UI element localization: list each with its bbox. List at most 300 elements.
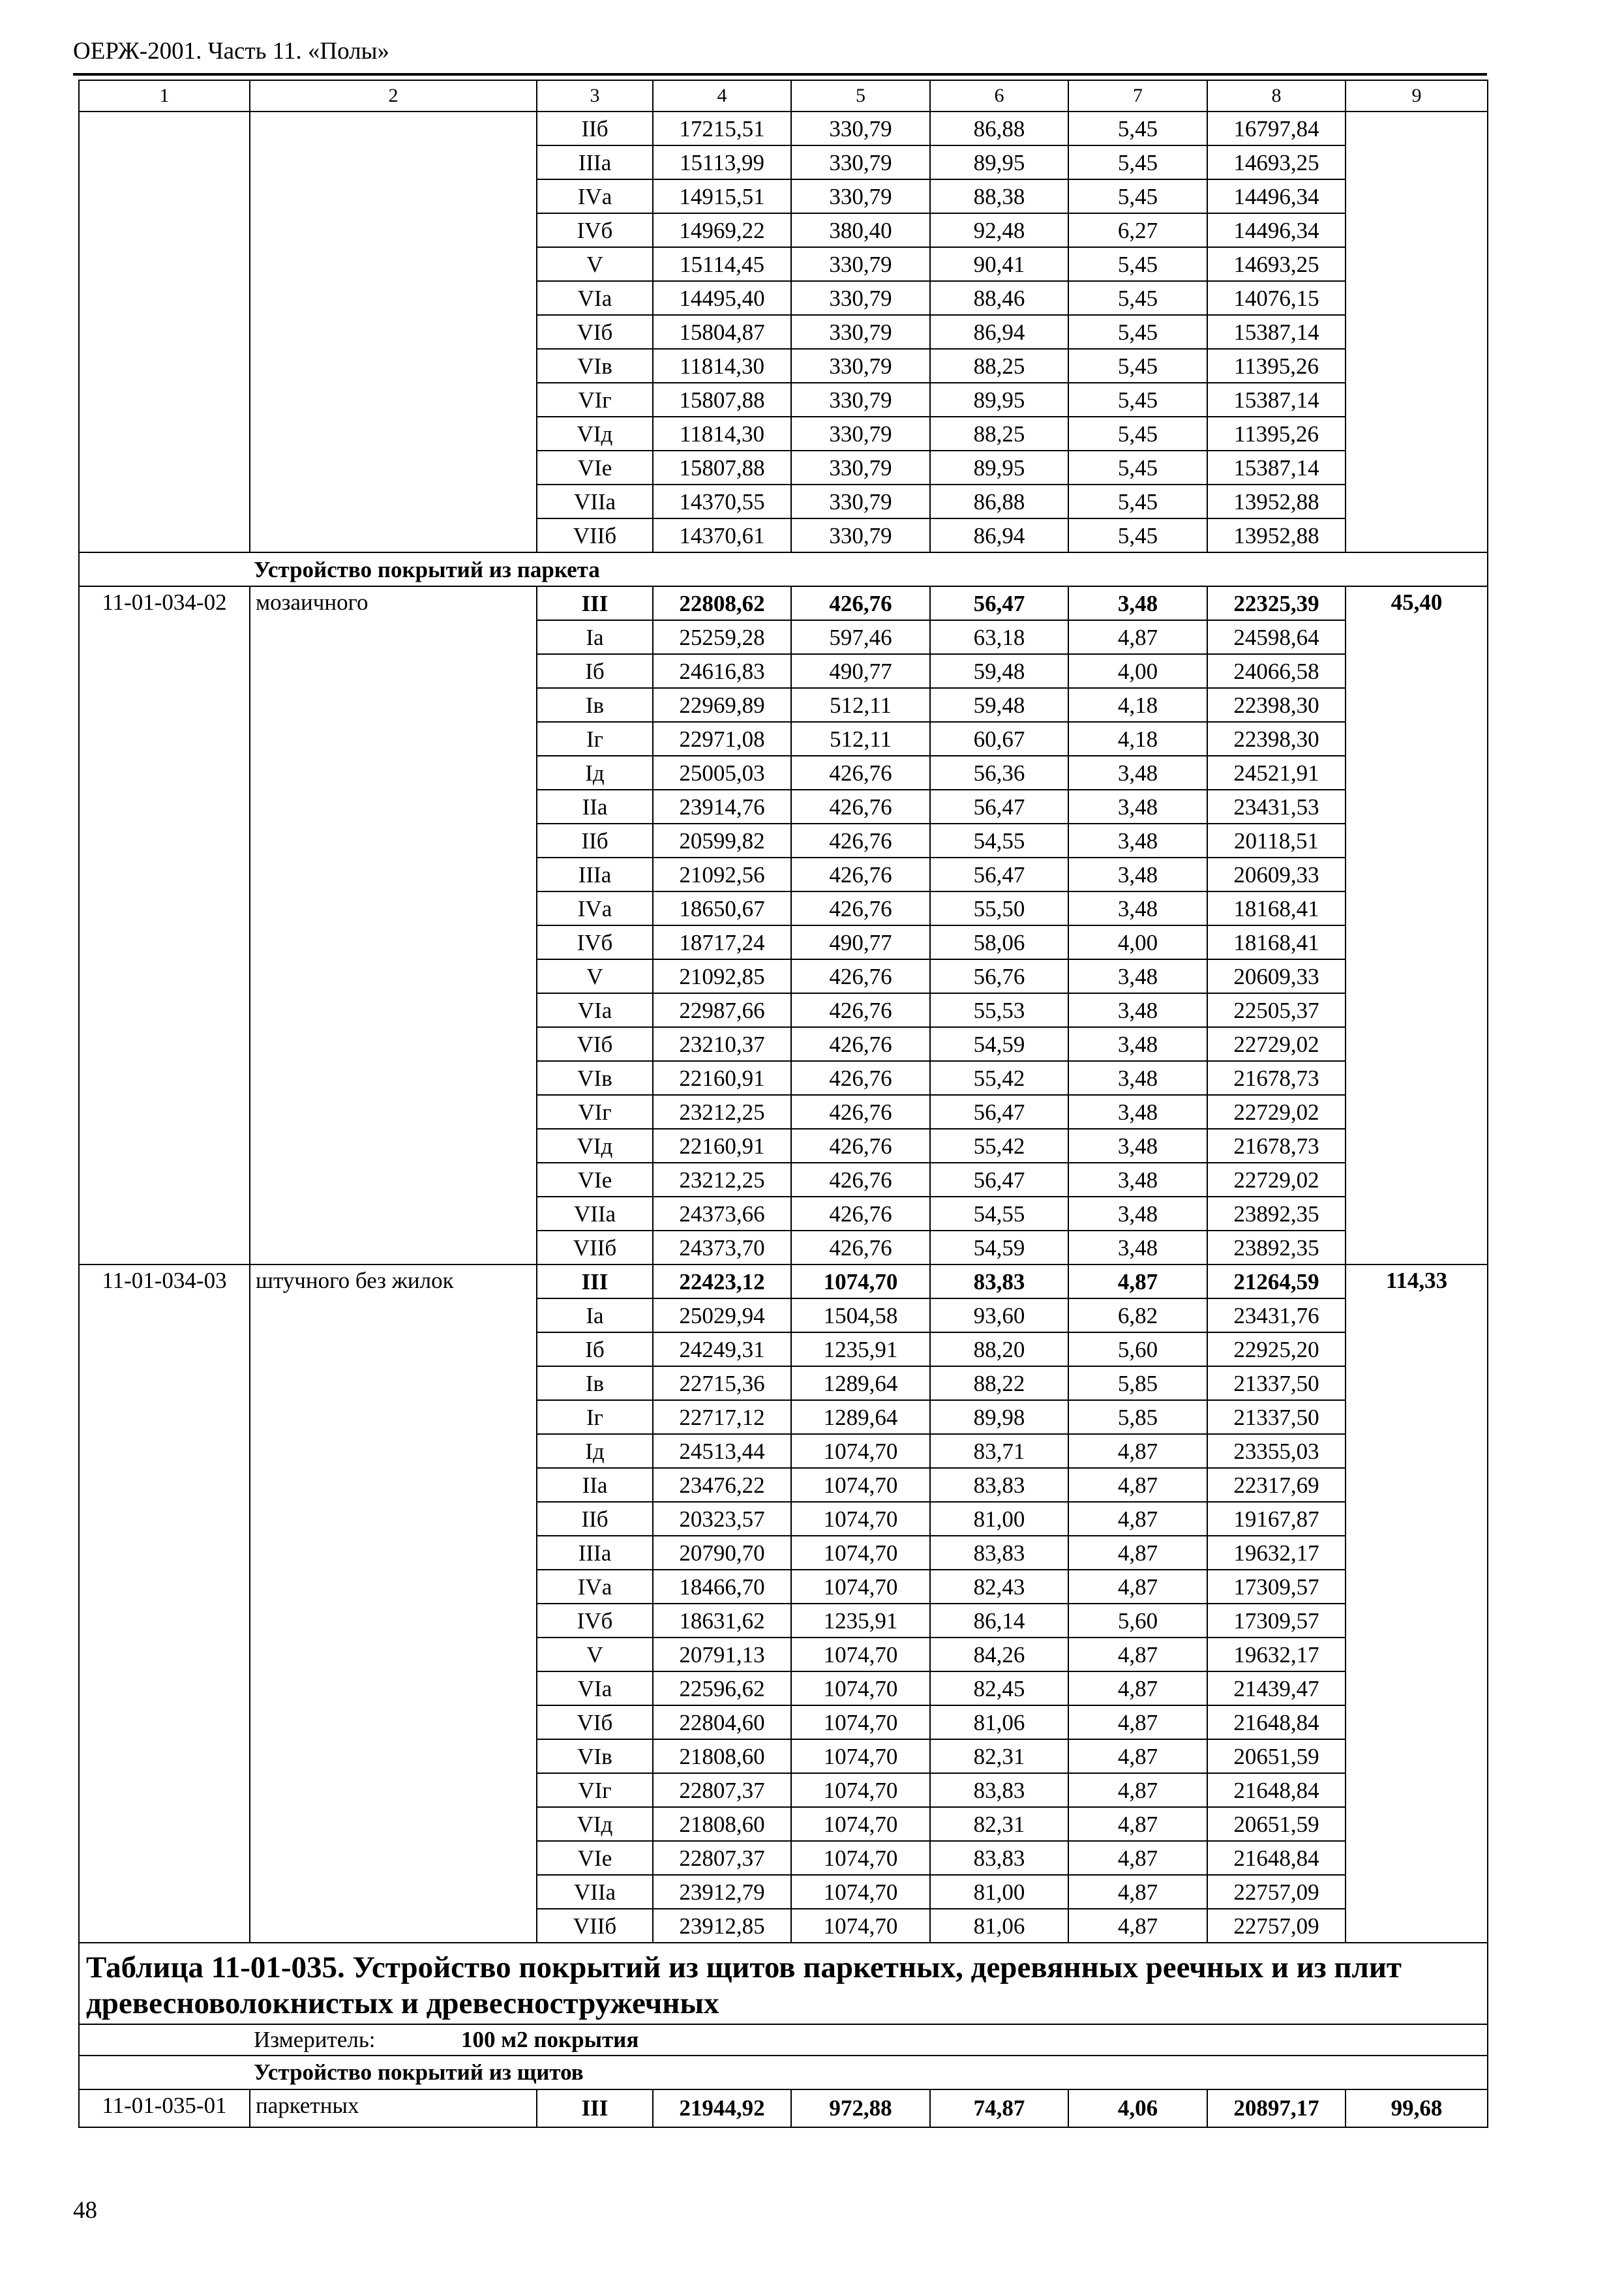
table-cell: 426,76 (791, 993, 930, 1027)
item-code: 11-01-034-02 (79, 586, 250, 1264)
table-cell: 82,43 (930, 1570, 1068, 1604)
table-cell: 426,76 (791, 1061, 930, 1095)
table-cell: 15387,14 (1207, 383, 1346, 417)
table-cell: IIб (537, 112, 653, 145)
table-cell: 88,22 (930, 1366, 1068, 1400)
table-cell: 23892,35 (1207, 1231, 1346, 1264)
table-cell: 1074,70 (791, 1841, 930, 1875)
table-cell: 14693,25 (1207, 247, 1346, 281)
table-cell: VIа (537, 281, 653, 315)
table-cell: 1074,70 (791, 1536, 930, 1570)
table-cell: 23431,76 (1207, 1298, 1346, 1332)
table-cell: Iб (537, 654, 653, 688)
table-cell: 17215,51 (653, 112, 791, 145)
table-cell: VIIа (537, 1197, 653, 1231)
table-cell: 56,36 (930, 756, 1068, 790)
table-cell: 22807,37 (653, 1841, 791, 1875)
table-cell: IVб (537, 213, 653, 247)
table-cell: 22596,62 (653, 1671, 791, 1705)
table-cell: 21439,47 (1207, 1671, 1346, 1705)
table-cell: 20323,57 (653, 1502, 791, 1536)
table-cell: VIе (537, 451, 653, 485)
table-cell: III (537, 1264, 653, 1298)
table-row (79, 112, 1488, 145)
table-cell: 1074,70 (791, 1570, 930, 1604)
table-cell: 23912,79 (653, 1875, 791, 1909)
table-cell: 5,60 (1068, 1604, 1207, 1638)
table-cell: 82,45 (930, 1671, 1068, 1705)
table-cell: 426,76 (791, 959, 930, 993)
table-cell: 88,25 (930, 417, 1068, 451)
table-cell: 55,42 (930, 1061, 1068, 1095)
table-title: Таблица 11-01-035. Устройство покрытий из щитов паркетных, деревянных реечных и из плит древесноволокнистых и древесностружечных (79, 1943, 1488, 2024)
table-cell: 20609,33 (1207, 858, 1346, 891)
table-cell: VIд (537, 1807, 653, 1841)
table-cell: VIIб (537, 1909, 653, 1943)
table-cell: 1074,70 (791, 1502, 930, 1536)
table-cell: 4,87 (1068, 1909, 1207, 1943)
table-cell: 23212,25 (653, 1095, 791, 1129)
table-cell: 15114,45 (653, 247, 791, 281)
table-cell: 3,48 (1068, 993, 1207, 1027)
table-cell: VIг (537, 383, 653, 417)
table-cell: 21808,60 (653, 1739, 791, 1773)
table-cell: VIа (537, 1671, 653, 1705)
table-cell: 5,45 (1068, 485, 1207, 518)
table-cell: 21264,59 (1207, 1264, 1346, 1298)
table-cell: 426,76 (791, 1163, 930, 1197)
table-cell: 4,87 (1068, 1841, 1207, 1875)
table-cell: 86,88 (930, 112, 1068, 145)
section-heading: Устройство покрытий из паркета (79, 552, 1488, 586)
table-cell: Iа (537, 1298, 653, 1332)
table-cell: 81,06 (930, 1705, 1068, 1739)
table-cell: 1074,70 (791, 1671, 930, 1705)
section-heading: Устройство покрытий из щитов (79, 2056, 1488, 2089)
table-cell: VIг (537, 1773, 653, 1807)
table-cell: 86,88 (930, 485, 1068, 518)
table-cell: 89,98 (930, 1400, 1068, 1434)
table-cell: 55,53 (930, 993, 1068, 1027)
table-cell: 3,48 (1068, 1231, 1207, 1264)
table-cell: Iд (537, 756, 653, 790)
table-cell: 6,82 (1068, 1298, 1207, 1332)
table-cell: 4,87 (1068, 1705, 1207, 1739)
table-cell: 426,76 (791, 1095, 930, 1129)
table-cell: 4,87 (1068, 1264, 1207, 1298)
table-cell: VIб (537, 1027, 653, 1061)
table-cell: 88,38 (930, 179, 1068, 213)
table-cell: 18650,67 (653, 891, 791, 925)
table-cell: 4,87 (1068, 1570, 1207, 1604)
table-cell: 25029,94 (653, 1298, 791, 1332)
table-cell: 4,00 (1068, 925, 1207, 959)
table-cell: 22757,09 (1207, 1875, 1346, 1909)
table-cell: V (537, 1638, 653, 1671)
table-cell: VIе (537, 1163, 653, 1197)
price-table (78, 80, 1488, 2128)
table-cell: 86,14 (930, 1604, 1068, 1638)
table-cell: 1235,91 (791, 1604, 930, 1638)
table-cell: 54,59 (930, 1027, 1068, 1061)
table-cell: 56,47 (930, 1095, 1068, 1129)
table-cell: 330,79 (791, 485, 930, 518)
table-cell: 5,85 (1068, 1400, 1207, 1434)
table-cell: VIг (537, 1095, 653, 1129)
section-heading-row (79, 2056, 1488, 2089)
table-cell: IVа (537, 1570, 653, 1604)
table-cell: 22398,30 (1207, 688, 1346, 722)
table-cell: 86,94 (930, 518, 1068, 552)
table-cell: 20651,59 (1207, 1807, 1346, 1841)
table-cell: 13952,88 (1207, 485, 1346, 518)
table-cell: 92,48 (930, 213, 1068, 247)
table-cell: 82,31 (930, 1807, 1068, 1841)
table-cell: 1074,70 (791, 1264, 930, 1298)
table-cell: IIIа (537, 1536, 653, 1570)
table-cell: 22398,30 (1207, 722, 1346, 756)
item-col9: 114,33 (1346, 1264, 1488, 1943)
table-cell: Iб (537, 1332, 653, 1366)
table-cell: 19632,17 (1207, 1536, 1346, 1570)
unit-cell (79, 2024, 1488, 2056)
table-cell: 426,76 (791, 756, 930, 790)
table-cell: VIд (537, 417, 653, 451)
table-cell: 330,79 (791, 179, 930, 213)
column-header: 1 (79, 80, 250, 112)
table-cell: 5,45 (1068, 417, 1207, 451)
table-cell: Iв (537, 1366, 653, 1400)
table-cell: 15804,87 (653, 315, 791, 349)
table-cell: 22317,69 (1207, 1468, 1346, 1502)
table-cell: IIа (537, 790, 653, 824)
table-cell: 3,48 (1068, 891, 1207, 925)
table-cell: 21092,85 (653, 959, 791, 993)
table-cell: 22807,37 (653, 1773, 791, 1807)
table-cell: 3,48 (1068, 1163, 1207, 1197)
table-cell: 4,87 (1068, 1536, 1207, 1570)
table-cell: 22423,12 (653, 1264, 791, 1298)
table-title-row (79, 1943, 1488, 2024)
col9-cell-empty (1346, 112, 1488, 552)
table-cell: 88,25 (930, 349, 1068, 383)
table-cell: 426,76 (791, 824, 930, 858)
table-cell: 4,87 (1068, 1875, 1207, 1909)
table-cell: VIе (537, 1841, 653, 1875)
table-cell: 330,79 (791, 451, 930, 485)
column-header: 3 (537, 80, 653, 112)
table-cell: 490,77 (791, 654, 930, 688)
table-cell: 84,26 (930, 1638, 1068, 1671)
page-number: 48 (73, 2197, 97, 2224)
table-cell: V (537, 959, 653, 993)
table-cell: 14915,51 (653, 179, 791, 213)
table-cell: 5,85 (1068, 1366, 1207, 1400)
table-cell: 22505,37 (1207, 993, 1346, 1027)
item-name: штучного без жилок (250, 1264, 537, 1943)
table-cell: 330,79 (791, 417, 930, 451)
table-cell: 54,59 (930, 1231, 1068, 1264)
table-cell: 56,47 (930, 586, 1068, 620)
table-cell: 59,48 (930, 688, 1068, 722)
name-cell-empty (250, 112, 537, 552)
table-cell: 21944,92 (653, 2089, 791, 2127)
table-cell: 19632,17 (1207, 1638, 1346, 1671)
table-cell: 22729,02 (1207, 1027, 1346, 1061)
table-cell: 20651,59 (1207, 1739, 1346, 1773)
table-cell: 18631,62 (653, 1604, 791, 1638)
table-cell: Iг (537, 1400, 653, 1434)
table-cell: 83,83 (930, 1773, 1068, 1807)
table-cell: VIIа (537, 485, 653, 518)
table-cell: 21678,73 (1207, 1129, 1346, 1163)
item-code: 11-01-034-03 (79, 1264, 250, 1943)
table-cell: 15387,14 (1207, 451, 1346, 485)
table-cell: 16797,84 (1207, 112, 1346, 145)
table-cell: III (537, 586, 653, 620)
table-cell: 24616,83 (653, 654, 791, 688)
table-cell: VIа (537, 993, 653, 1027)
table-cell: 1074,70 (791, 1807, 930, 1841)
table-cell: 83,83 (930, 1468, 1068, 1502)
table-cell: 21648,84 (1207, 1841, 1346, 1875)
table-cell: 5,45 (1068, 112, 1207, 145)
table-cell: 330,79 (791, 383, 930, 417)
table-cell: 1289,64 (791, 1400, 930, 1434)
table-cell: 11814,30 (653, 349, 791, 383)
table-cell: 1074,70 (791, 1739, 930, 1773)
table-cell: 14495,40 (653, 281, 791, 315)
table-cell: 4,87 (1068, 1671, 1207, 1705)
table-cell: 54,55 (930, 1197, 1068, 1231)
table-cell: 22804,60 (653, 1705, 791, 1739)
table-cell: 55,42 (930, 1129, 1068, 1163)
table-cell: 59,48 (930, 654, 1068, 688)
table-cell: 18717,24 (653, 925, 791, 959)
table-cell: 86,94 (930, 315, 1068, 349)
table-cell: 14370,61 (653, 518, 791, 552)
table-cell: 20791,13 (653, 1638, 791, 1671)
column-header: 6 (930, 80, 1068, 112)
column-header: 9 (1346, 80, 1488, 112)
table-cell: 23212,25 (653, 1163, 791, 1197)
table-cell: IVб (537, 925, 653, 959)
table-cell: 24521,91 (1207, 756, 1346, 790)
table-cell: VIIб (537, 1231, 653, 1264)
table-cell: 5,45 (1068, 281, 1207, 315)
table-cell: 3,48 (1068, 586, 1207, 620)
table-cell: 21648,84 (1207, 1773, 1346, 1807)
table-cell: 18168,41 (1207, 891, 1346, 925)
table-cell: 490,77 (791, 925, 930, 959)
table-cell: 426,76 (791, 790, 930, 824)
table-cell: 5,45 (1068, 383, 1207, 417)
table-cell: 58,06 (930, 925, 1068, 959)
table-cell: 20118,51 (1207, 824, 1346, 858)
table-cell: 1074,70 (791, 1773, 930, 1807)
table-cell: 3,48 (1068, 1027, 1207, 1061)
table-cell: 23355,03 (1207, 1434, 1346, 1468)
table-cell: 3,48 (1068, 790, 1207, 824)
table-cell: 4,87 (1068, 1502, 1207, 1536)
table-cell: 5,45 (1068, 518, 1207, 552)
table-cell: 21337,50 (1207, 1400, 1346, 1434)
table-cell: 56,47 (930, 1163, 1068, 1197)
page-header: ОЕРЖ-2001. Часть 11. «Полы» (73, 38, 389, 65)
table-cell: 4,87 (1068, 1434, 1207, 1468)
table-cell: 81,06 (930, 1909, 1068, 1943)
table-cell: 4,00 (1068, 654, 1207, 688)
table-cell: 22729,02 (1207, 1095, 1346, 1129)
column-header: 5 (791, 80, 930, 112)
table-cell: 512,11 (791, 688, 930, 722)
table-cell: 11395,26 (1207, 349, 1346, 383)
table-cell: 4,87 (1068, 1638, 1207, 1671)
table-cell: 74,87 (930, 2089, 1068, 2127)
table-cell: 23892,35 (1207, 1197, 1346, 1231)
table-cell: 21648,84 (1207, 1705, 1346, 1739)
table-cell: 83,83 (930, 1841, 1068, 1875)
table-cell: VIб (537, 1705, 653, 1739)
column-header: 2 (250, 80, 537, 112)
item-code: 11-01-035-01 (79, 2089, 250, 2127)
table-cell: 4,87 (1068, 1739, 1207, 1773)
table-cell: 88,20 (930, 1332, 1068, 1366)
table-row (79, 586, 1488, 620)
table-cell: 18466,70 (653, 1570, 791, 1604)
table-cell: 330,79 (791, 518, 930, 552)
table-row (79, 2089, 1488, 2127)
table-cell: 22160,91 (653, 1129, 791, 1163)
table-cell: 426,76 (791, 858, 930, 891)
table-cell: III (537, 2089, 653, 2127)
table-cell: 20897,17 (1207, 2089, 1346, 2127)
table-cell: 24373,70 (653, 1231, 791, 1264)
table-cell: 4,06 (1068, 2089, 1207, 2127)
table-cell: IVб (537, 1604, 653, 1638)
table-cell: 89,95 (930, 145, 1068, 179)
table-cell: 88,46 (930, 281, 1068, 315)
table-cell: 426,76 (791, 1129, 930, 1163)
table-cell: IIIа (537, 145, 653, 179)
table-cell: 22925,20 (1207, 1332, 1346, 1366)
table-cell: 23914,76 (653, 790, 791, 824)
table-cell: 89,95 (930, 383, 1068, 417)
table-cell: 19167,87 (1207, 1502, 1346, 1536)
table-cell: 1235,91 (791, 1332, 930, 1366)
table-cell: 23210,37 (653, 1027, 791, 1061)
table-cell: 99,68 (1346, 2089, 1488, 2127)
table-cell: 23476,22 (653, 1468, 791, 1502)
table-cell: 81,00 (930, 1502, 1068, 1536)
table-cell: 1074,70 (791, 1638, 930, 1671)
table-cell: 972,88 (791, 2089, 930, 2127)
table-cell: IVа (537, 891, 653, 925)
table-cell: Iв (537, 688, 653, 722)
table-cell: 4,87 (1068, 1807, 1207, 1841)
table-cell: 20599,82 (653, 824, 791, 858)
table-cell: VIд (537, 1129, 653, 1163)
table-cell: 512,11 (791, 722, 930, 756)
table-cell: 1289,64 (791, 1366, 930, 1400)
table-cell: 11814,30 (653, 417, 791, 451)
table-cell: 56,47 (930, 790, 1068, 824)
table-cell: 54,55 (930, 824, 1068, 858)
table-cell: 330,79 (791, 145, 930, 179)
table-cell: VIб (537, 315, 653, 349)
section-heading-row (79, 552, 1488, 586)
table-cell: 21808,60 (653, 1807, 791, 1841)
table-cell: Iд (537, 1434, 653, 1468)
table-cell: 22808,62 (653, 586, 791, 620)
table-cell: 15807,88 (653, 451, 791, 485)
table-cell: IIб (537, 824, 653, 858)
table-cell: VIIб (537, 518, 653, 552)
table-cell: 330,79 (791, 315, 930, 349)
column-header: 8 (1207, 80, 1346, 112)
table-cell: 18168,41 (1207, 925, 1346, 959)
table-cell: 1074,70 (791, 1875, 930, 1909)
table-cell: 21678,73 (1207, 1061, 1346, 1095)
table-cell: 24373,66 (653, 1197, 791, 1231)
table-cell: 14496,34 (1207, 179, 1346, 213)
table-cell: IIIа (537, 858, 653, 891)
table-cell: VIв (537, 1061, 653, 1095)
table-cell: 25005,03 (653, 756, 791, 790)
table-cell: 89,95 (930, 451, 1068, 485)
table-cell: 5,45 (1068, 349, 1207, 383)
table-cell: 5,45 (1068, 315, 1207, 349)
table-cell: 3,48 (1068, 1061, 1207, 1095)
table-cell: 55,50 (930, 891, 1068, 925)
column-header-row (79, 80, 1488, 112)
table-cell: 24513,44 (653, 1434, 791, 1468)
table-cell: 22160,91 (653, 1061, 791, 1095)
table-cell: 83,83 (930, 1536, 1068, 1570)
table-cell: 63,18 (930, 620, 1068, 654)
table-cell: 22971,08 (653, 722, 791, 756)
table-cell: 4,18 (1068, 722, 1207, 756)
table-cell: 20609,33 (1207, 959, 1346, 993)
table-cell: 83,71 (930, 1434, 1068, 1468)
table-cell: 1074,70 (791, 1705, 930, 1739)
table-cell: 24598,64 (1207, 620, 1346, 654)
table-cell: 5,45 (1068, 145, 1207, 179)
table-cell: 22717,12 (653, 1400, 791, 1434)
table-cell: 1074,70 (791, 1468, 930, 1502)
table-cell: 82,31 (930, 1739, 1068, 1773)
item-name: паркетных (250, 2089, 537, 2127)
table-cell: 426,76 (791, 1197, 930, 1231)
table-cell: 22729,02 (1207, 1163, 1346, 1197)
table-cell: VIв (537, 349, 653, 383)
table-cell: 330,79 (791, 349, 930, 383)
table-cell: 330,79 (791, 281, 930, 315)
unit-value: 100 м2 покрытия (461, 2027, 639, 2053)
unit-row (79, 2024, 1488, 2056)
table-cell: 3,48 (1068, 1129, 1207, 1163)
table-cell: 597,46 (791, 620, 930, 654)
table-cell: 5,60 (1068, 1332, 1207, 1366)
table-cell: 426,76 (791, 586, 930, 620)
table-cell: 22757,09 (1207, 1909, 1346, 1943)
table-cell: VIв (537, 1739, 653, 1773)
table-cell: IVа (537, 179, 653, 213)
table-cell: Iг (537, 722, 653, 756)
table-cell: 14496,34 (1207, 213, 1346, 247)
column-header: 7 (1068, 80, 1207, 112)
table-cell: 60,67 (930, 722, 1068, 756)
